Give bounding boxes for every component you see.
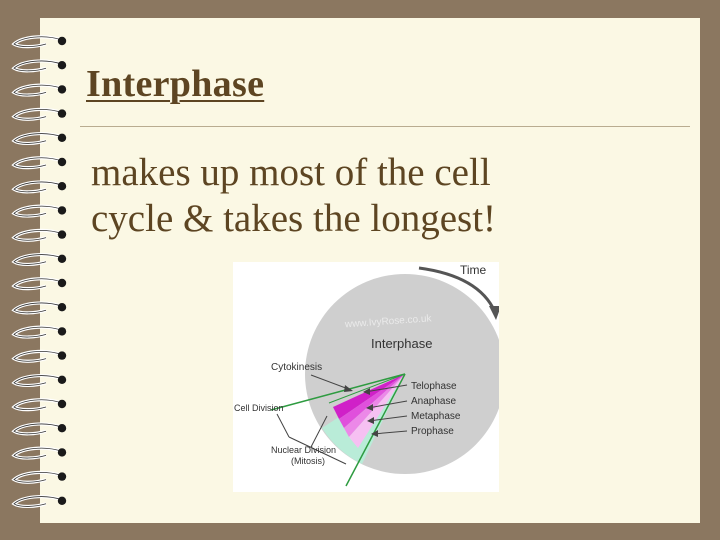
- binding-hole: [58, 61, 66, 69]
- binding-hole: [58, 85, 66, 93]
- binding-hole: [58, 134, 66, 142]
- binding-hole: [58, 279, 66, 287]
- time-arrowhead: [489, 306, 499, 320]
- binding-hole: [58, 158, 66, 166]
- binding-hole: [58, 400, 66, 408]
- cell-cycle-diagram: [233, 262, 499, 492]
- watermark: www.IvyRose.co.uk: [344, 313, 432, 331]
- slide-title: Interphase: [86, 63, 265, 105]
- interphase-label: Interphase: [371, 336, 433, 351]
- binding-hole: [58, 448, 66, 456]
- body-line-1: makes up most of the cell: [91, 151, 491, 194]
- binding-hole: [58, 255, 66, 263]
- binding-hole: [58, 424, 66, 432]
- body-line-2: cycle & takes the longest!: [91, 197, 497, 240]
- cell-division-label: Cell Division: [234, 403, 284, 413]
- mitosis-label: (Mitosis): [291, 456, 325, 466]
- nuclear-division-label: Nuclear Division: [271, 445, 337, 455]
- binding-hole: [58, 37, 66, 45]
- binding-hole: [58, 327, 66, 335]
- binding-hole: [58, 351, 66, 359]
- cytokinesis-label: Cytokinesis: [271, 362, 323, 373]
- time-label: Time: [460, 263, 487, 277]
- binding-hole: [58, 206, 66, 214]
- interphase-circle: [305, 274, 499, 474]
- spiral-binding: [0, 0, 80, 540]
- binding-hole: [58, 472, 66, 480]
- title-divider: [80, 126, 690, 127]
- phase-label-metaphase: Metaphase: [411, 411, 461, 422]
- phase-label-anaphase: Anaphase: [411, 396, 457, 407]
- binding-hole: [58, 376, 66, 384]
- phase-label-telophase: Telophase: [411, 381, 457, 392]
- binding-hole: [58, 303, 66, 311]
- cell-division-pointer: [277, 414, 289, 437]
- binding-hole: [58, 109, 66, 117]
- binding-hole: [58, 182, 66, 190]
- binding-hole: [58, 230, 66, 238]
- slide-body: [91, 150, 496, 242]
- binding-hole: [58, 497, 66, 505]
- phase-label-prophase: Prophase: [411, 426, 454, 437]
